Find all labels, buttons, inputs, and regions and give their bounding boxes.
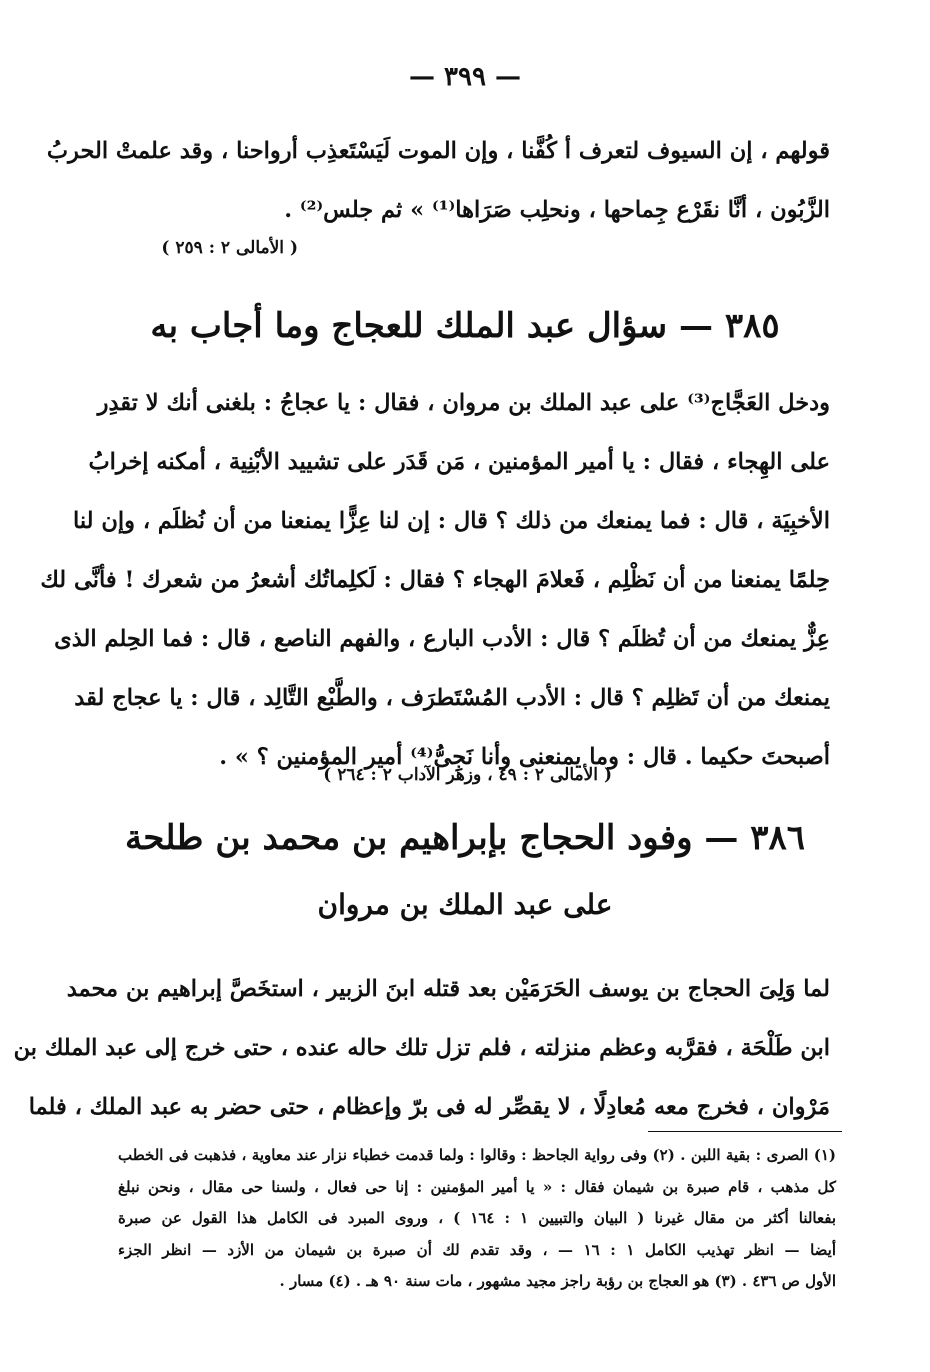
paragraph-line: ودخل العَجَّاج⁽³⁾ على عبد الملك بن مروان ، فقال : يا عجاجُ : بلغنى أنك لا تقدِر bbox=[97, 390, 830, 416]
footnote-divider bbox=[648, 1131, 842, 1132]
section-heading-385: ٣٨٥ — سؤال عبد الملك للعجاج وما أجاب به bbox=[150, 306, 780, 346]
footnote-line: كل مذهب ، قام صبرة بن شيمان فقال : « يا أمير المؤمنين : إنا حى فعال ، ولسنا حى مقال ، ونحن نبلغ bbox=[118, 1177, 836, 1196]
paragraph-line: الأخبِيَة ، قال : فما يمنعك من ذلك ؟ قال : إن لنا عِزًّا يمنعنا من أن نُظلَم ، وإن لنا bbox=[73, 508, 830, 534]
paragraph-line: قولهم ، إن السيوف لتعرف أ كُفَّنا ، وإن الموت لَيَسْتَعذِب أرواحنا ، وقد علمتْ الحربُ bbox=[46, 138, 830, 164]
footnotes bbox=[118, 1140, 836, 1298]
continuation-paragraph bbox=[46, 122, 830, 240]
paragraph-line: عِزٌّ يمنعك من أن تُظلَم ؟ قال : الأدب البارع ، والفهم الناصع ، قال : فما الحِلم الذى bbox=[54, 626, 830, 652]
paragraph-line: الزَّبُون ، أنَّا نقَرْع جِماحها ، ونحلِب صَرَاها⁽¹⁾ » ثم جلس⁽²⁾ . bbox=[284, 197, 830, 223]
section-heading-386: ٣٨٦ — وفود الحجاج بإبراهيم بن محمد بن طلحة bbox=[124, 818, 806, 858]
page-number: — ٣٩٩ — bbox=[408, 62, 522, 92]
footnote-line: أيضا — انظر تهذيب الكامل ١ : ١٦ — ، وقد تقدم لك أن صبرة بن شيمان من الأزد — انظر الجزء bbox=[118, 1240, 836, 1259]
section-386-paragraph bbox=[13, 960, 830, 1137]
paragraph-line: يمنعك من أن تَظلِم ؟ قال : الأدب المُسْتَطرَف ، والطَّبْع التَّالِد ، قال : يا عجاج لقد bbox=[74, 685, 830, 711]
footnote-line: (١) الصرى : بقية اللبن . (٢) وفى رواية الجاحظ : وقالوا : ولما قدمت خطباء نزار عند معاوية ، فذهبت فى الخطب bbox=[118, 1146, 836, 1164]
paragraph-line: حِلمًا يمنعنا من أن نَظْلِم ، فَعلامَ الهجاء ؟ فقال : لَكلِماتُك أشعرُ من شعرك ! فأنَّى لك bbox=[40, 567, 830, 593]
paragraph-line: مَرْوان ، فخرج معه مُعادِلًا ، لا يقصِّر له فى برّ وإعظام ، حتى حضر به عبد الملك ، فلما bbox=[28, 1094, 830, 1120]
section-subheading-386: على عبد الملك بن مروان bbox=[317, 888, 613, 921]
paragraph-line: على الهِجاء ، فقال : يا أمير المؤمنين ، مَن قَدَر على تشييد الأبْنِية ، أمكنه إخرابُ bbox=[88, 449, 830, 475]
footnote-line: بفعالنا أكثر من مقال غيرنا ( البيان والتبيين ١ : ١٦٤ ) ، وروى المبرد فى الكامل هذا القول عن صبرة bbox=[118, 1209, 837, 1227]
section-385-paragraph bbox=[40, 374, 830, 787]
paragraph-line: أصبحتَ حكيما . قال : وما يمنعنى وأنا نَجِىُّ⁽⁴⁾ أمير المؤمنين ؟ » . bbox=[219, 744, 830, 770]
paragraph-line: ابن طَلْحَة ، فقرَّبه وعظم منزلته ، فلم تزل تلك حاله عنده ، حتى خرج إلى عبد الملك بن bbox=[13, 1035, 830, 1061]
footnote-line: الأول ص ٤٣٦ . (٣) هو العجاج بن رؤبة راجز مجيد مشهور ، مات سنة ٩٠ هـ . (٤) مسار . bbox=[279, 1272, 836, 1290]
paragraph-line: لما وَلِىَ الحجاج بن يوسف الحَرَمَيْن بعد قتله ابنَ الزبير ، استخَصَّ إبراهيم بن محمد bbox=[66, 976, 830, 1002]
source-citation: ( الأمالى ٢ : ٤٩ ، وزهر الآداب ٢ : ٢٦٤ ) bbox=[323, 765, 612, 785]
source-citation: ( الأمالى ٢ : ٢٥٩ ) bbox=[161, 238, 298, 258]
